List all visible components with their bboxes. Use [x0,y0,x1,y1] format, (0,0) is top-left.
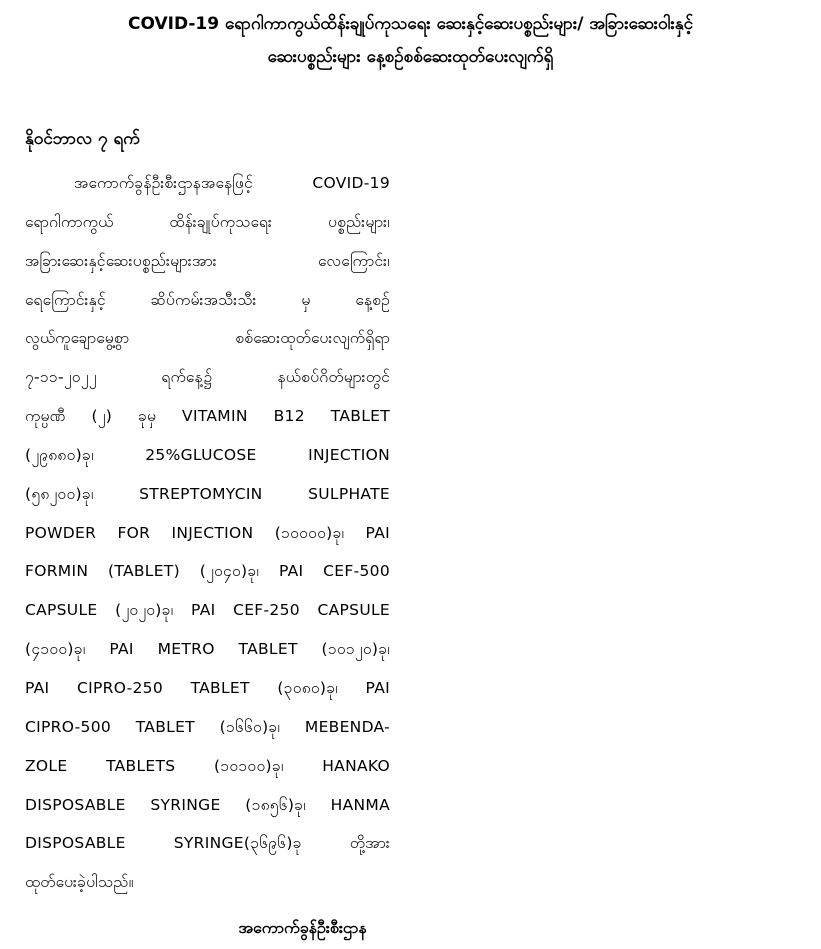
body-line: ရောဂါကာကွယ် ထိန်းချုပ်ကုသရေး ပစ္စည်းများ၊ [25,212,390,231]
body-line: ZOLE TABLETS (၁၀၁၀၀)ခု၊ HANAKO [25,756,390,775]
body-line: လွယ်ကူချောမွေ့စွာ စစ်ဆေးထုတ်ပေးလျက်ရှိရာ [25,329,390,348]
body-line: DISPOSABLE SYRINGE(၃၆၉၆)ခု တို့အား [25,834,390,853]
body-line: CIPRO-500 TABLET (၁၆၆၀)ခု၊ MEBENDA- [25,717,390,736]
title-line-1: COVID-19 ရောဂါကာကွယ်ထိန်းချုပ်ကုသရေး ဆေးနှင့်ဆေးပစ္စည်းများ/ အခြားဆေးဝါးနှင့် [128,14,693,34]
body-line: (၄၁၀၀)ခု၊ PAI METRO TABLET (၁၀၁၂၀)ခု၊ [25,640,390,659]
dateline: နိုဝင်ဘာလ ၇ ရက် [25,129,140,149]
body-line: အကောက်ခွန်ဦးစီးဌာနအနေဖြင့် COVID-19 [74,174,390,192]
body-line: အခြားဆေးနှင့်ဆေးပစ္စည်းများအား လေကြောင်း၊ [25,251,390,270]
body-paragraph [25,164,390,902]
body-line: POWDER FOR INJECTION (၁၀၀၀၀)ခု၊ PAI [25,523,390,542]
title-line-2: ဆေးပစ္စည်းများ နေ့စဉ်စစ်ဆေးထုတ်ပေးလျက်ရှိ [267,47,554,67]
body-line: DISPOSABLE SYRINGE (၁၈၅၆)ခု၊ HANMA [25,795,390,814]
body-line: ၇-၁၁-၂၀၂၂ ရက်နေ့၌ နယ်စပ်ဂိတ်များတွင် [25,368,390,387]
body-line: CAPSULE (၂၀၂၀)ခု၊ PAI CEF-250 CAPSULE [25,601,390,620]
document-title [20,8,801,74]
body-line: FORMIN (TABLET) (၂၀၄၀)ခု၊ PAI CEF-500 [25,562,390,581]
body-line: (၂၉၈၈၀)ခု၊ 25%GLUCOSE INJECTION [25,445,390,464]
signature: အကောက်ခွန်ဦးစီးဌာန [238,918,367,937]
body-line: ကုမ္ပဏီ (၂) ခုမှ VITAMIN B12 TABLET [25,407,390,426]
body-line: PAI CIPRO-250 TABLET (၃၀၈၀)ခု၊ PAI [25,678,390,697]
body-line: ထုတ်ပေးခဲ့ပါသည်။ [25,873,134,892]
body-line: (၅၈၂၀၀)ခု၊ STREPTOMYCIN SULPHATE [25,484,390,503]
body-line: ရေကြောင်းနှင့် ဆိပ်ကမ်းအသီးသီး မှ နေ့စဉ် [25,290,390,309]
